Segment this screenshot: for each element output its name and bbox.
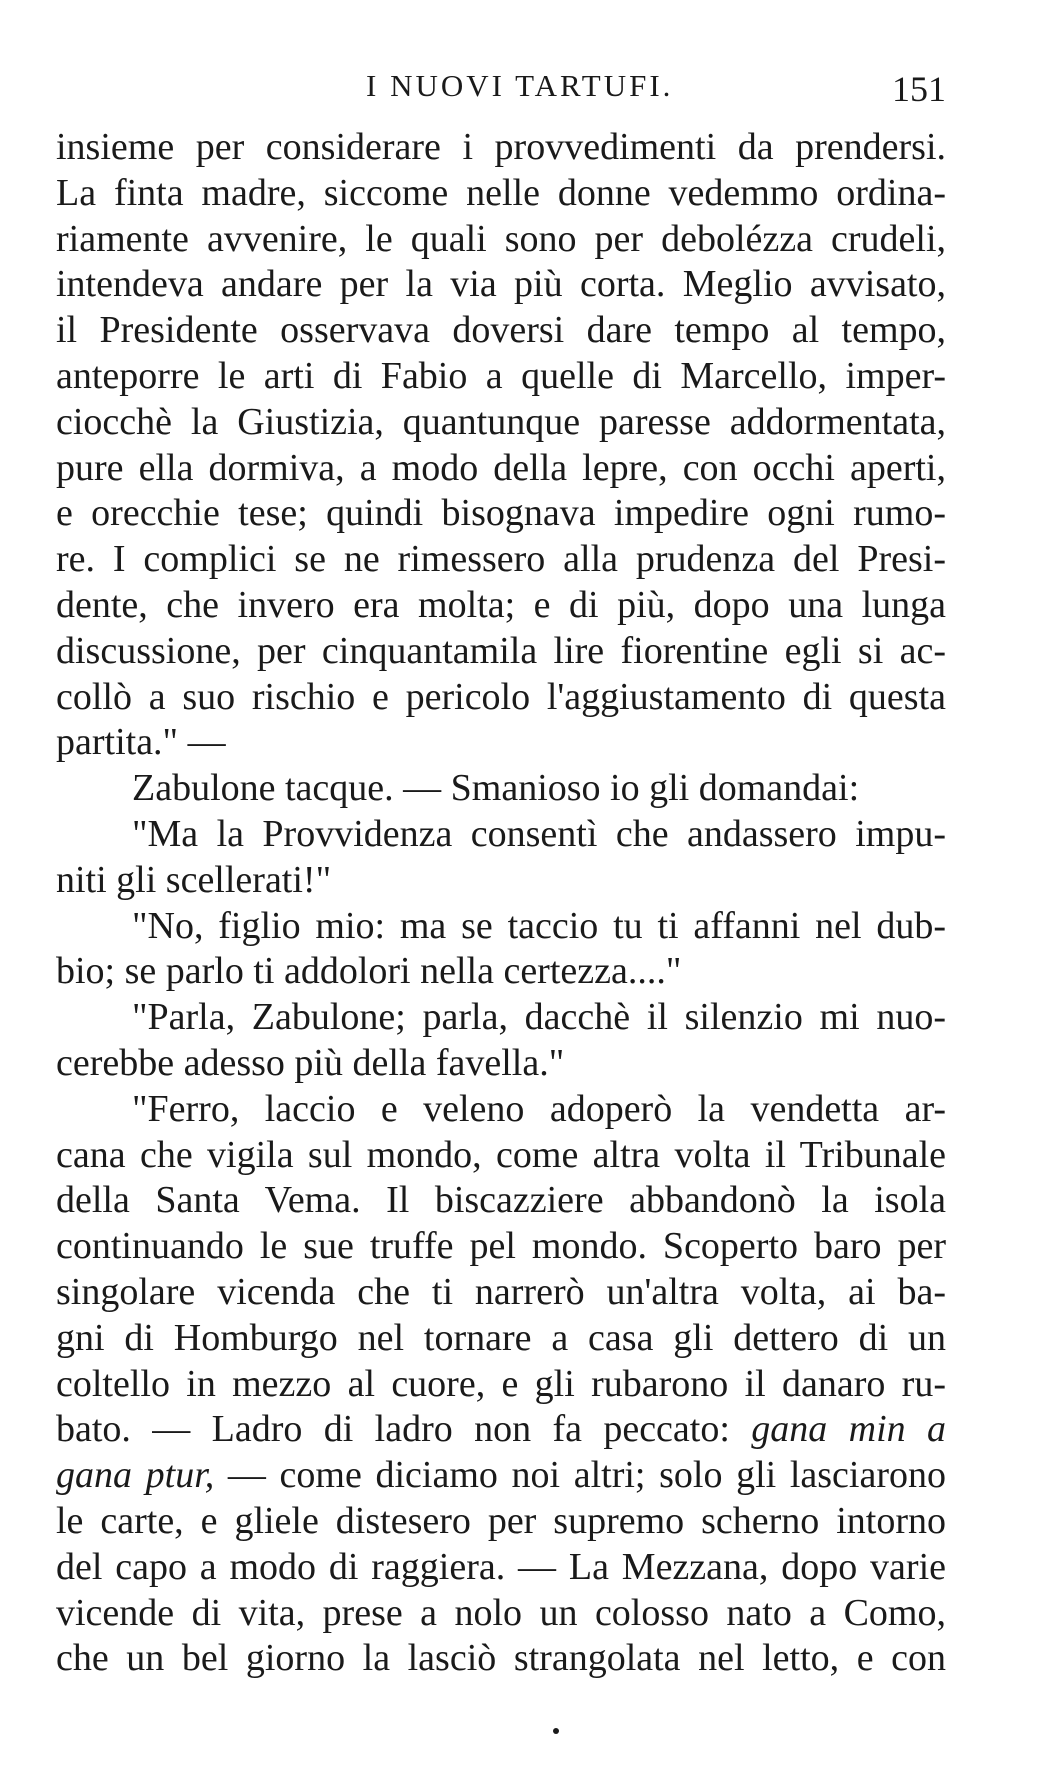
- text-line: le carte, e gliele distesero per supremo scherno intorno: [56, 1499, 946, 1542]
- print-speck: [553, 1728, 559, 1734]
- running-head: [56, 68, 946, 108]
- running-title: I NUOVI TARTUFI.: [366, 68, 674, 103]
- italic-phrase: gana ptur,: [56, 1454, 215, 1497]
- text-line: coltello in mezzo al cuore, e gli rubarono il danaro ru-: [56, 1362, 946, 1405]
- text-line: pure ella dormiva, a modo della lepre, con occhi aperti,: [56, 446, 946, 489]
- text-line: cerebbe adesso più della favella.": [56, 1041, 565, 1084]
- page-number: 151: [892, 69, 946, 109]
- text-line: continuando le sue truffe pel mondo. Scoperto baro per: [56, 1225, 946, 1268]
- text-line: intendeva andare per la via più corta. Meglio avvisato,: [56, 263, 946, 306]
- text-line: della Santa Vema. Il biscazziere abbandonò la isola: [56, 1179, 946, 1222]
- text-line: insieme per considerare i provvedimenti da prendersi.: [56, 126, 946, 168]
- text-line: riamente avvenire, le quali sono per debolézza crudeli,: [56, 217, 946, 260]
- text-line-with-italic: [56, 1453, 946, 1499]
- text-line: anteporre le arti di Fabio a quelle di Marcello, imper-: [56, 354, 946, 397]
- text-line-with-italic: [56, 1407, 946, 1453]
- italic-phrase: gana min a: [751, 1408, 946, 1451]
- text-line: che un bel giorno la lasciò strangolata nel letto, e con: [56, 1637, 946, 1680]
- text-line: partita." —: [56, 721, 226, 764]
- text-line: singolare vicenda che ti narrerò un'altra volta, ai ba-: [56, 1270, 946, 1313]
- text-line: gni di Homburgo nel tornare a casa gli dettero di un: [56, 1316, 946, 1359]
- text-line: ciocchè la Giustizia, quantunque paresse addormentata,: [56, 400, 946, 443]
- text-line: bio; se parlo ti addolori nella certezza....": [56, 950, 682, 993]
- text-line: dente, che invero era molta; e di più, dopo una lunga: [56, 583, 946, 626]
- text-line: il Presidente osservava doversi dare tempo al tempo,: [56, 309, 946, 352]
- text-line: niti gli scellerati!": [56, 858, 332, 901]
- text-line: collò a suo rischio e pericolo l'aggiustamento di questa: [56, 675, 946, 718]
- text-line: del capo a modo di raggiera. — La Mezzana, dopo varie: [56, 1545, 946, 1588]
- text-segment: — come diciamo noi altri; solo gli lasciarono: [227, 1454, 946, 1497]
- text-line: vicende di vita, prese a nolo un colosso nato a Como,: [56, 1591, 946, 1634]
- text-segment: bato. — Ladro di ladro non fa peccato:: [56, 1408, 730, 1451]
- text-line: "Parla, Zabulone; parla, dacchè il silenzio mi nuo-: [132, 996, 946, 1039]
- text-line: cana che vigila sul mondo, come altra volta il Tribunale: [56, 1133, 946, 1176]
- body-text: [56, 125, 946, 1682]
- text-line: "Ma la Provvidenza consentì che andassero impu-: [132, 812, 946, 855]
- text-line: discussione, per cinquantamila lire fiorentine egli si ac-: [56, 629, 946, 672]
- text-line: Zabulone tacque. — Smanioso io gli domandai:: [132, 767, 860, 810]
- text-line: e orecchie tese; quindi bisognava impedire ogni rumo-: [56, 492, 946, 535]
- text-line: "Ferro, laccio e veleno adoperò la vendetta ar-: [132, 1087, 946, 1130]
- text-line: La finta madre, siccome nelle donne vedemmo ordina-: [56, 171, 946, 214]
- text-line: re. I complici se ne rimessero alla prudenza del Presi-: [56, 538, 946, 581]
- text-line: "No, figlio mio: ma se taccio tu ti affanni nel dub-: [132, 904, 946, 947]
